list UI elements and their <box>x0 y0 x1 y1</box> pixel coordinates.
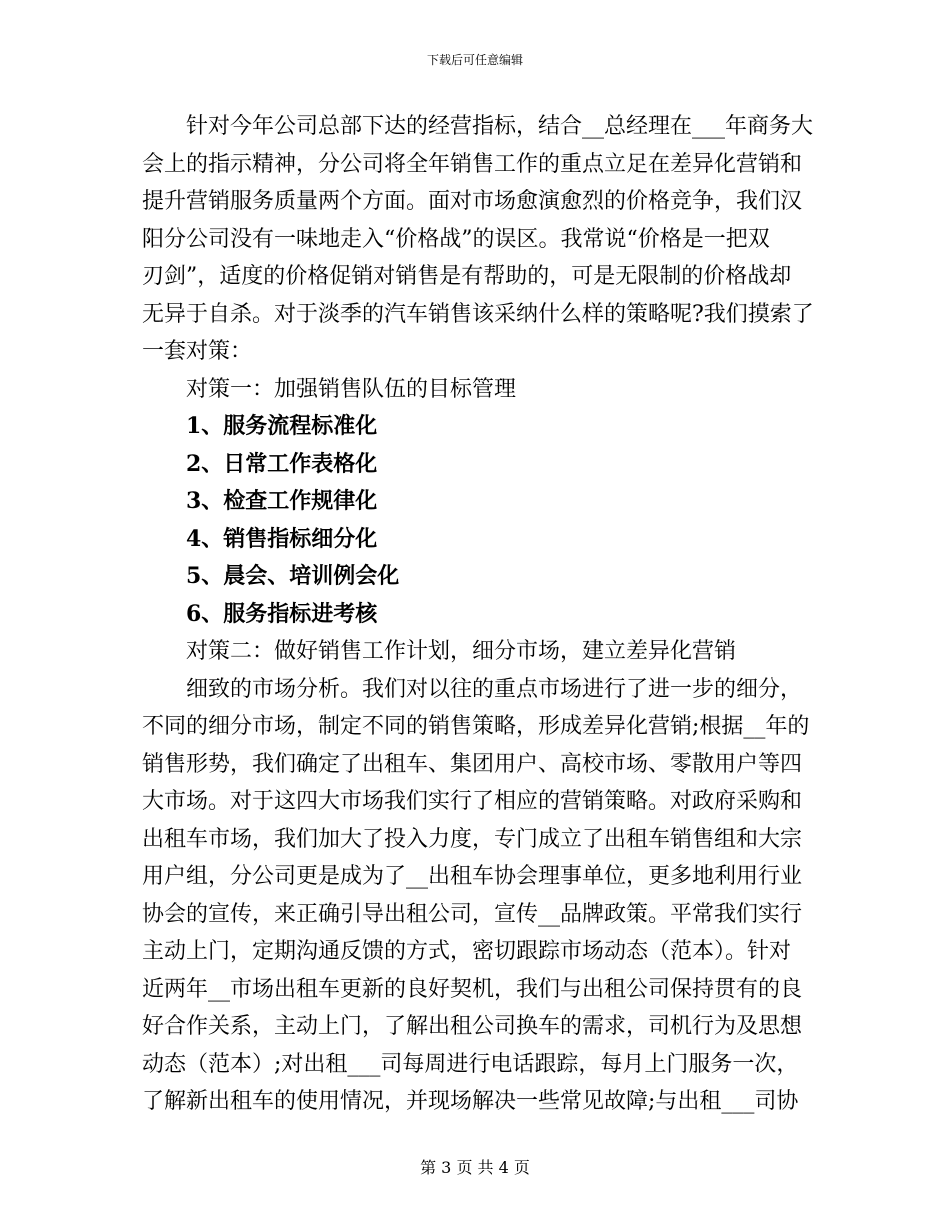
paragraph-line: 针对今年公司总部下达的经营指标，结合__总经理在___年商务大 <box>186 114 814 139</box>
paragraph-line: 刃剑”，适度的价格促销对销售是有帮助的，可是无限制的价格战却 <box>142 264 792 289</box>
paragraph-line: 无异于自杀。对于淡季的汽车销售该采纳什么样的策略呢?我们摸索了 <box>142 301 814 327</box>
paragraph-line: 出租车市场，我们加大了投入力度，专门成立了出租车销售组和大宗 <box>142 826 803 852</box>
paragraph-line: 主动上门，定期沟通反馈的方式，密切跟踪市场动态（范本）。针对 <box>142 939 792 964</box>
paragraph-line: 不同的细分市场，制定不同的销售策略，形成差异化营销;根据__年的 <box>142 714 810 739</box>
list-item: 2、日常工作表格化 <box>186 450 378 477</box>
paragraph-line: 阳分公司没有一味地走入“价格战”的误区。我常说“价格是一把双 <box>142 226 770 252</box>
list-item: 6、服务指标进考核 <box>186 600 378 627</box>
paragraph-line: 细致的市场分析。我们对以往的重点市场进行了进一步的细分， <box>186 676 803 702</box>
page-header: 下载后可任意编辑 <box>426 53 523 67</box>
paragraph-line: 了解新出租车的使用情况，并现场解决一些常见故障;与出租___司协 <box>142 1089 799 1114</box>
paragraph-line: 动态（范本）;对出租___司每周进行电话跟踪，每月上门服务一次， <box>142 1051 799 1077</box>
list-item: 4、销售指标细分化 <box>186 525 378 552</box>
paragraph-line: 提升营销服务质量两个方面。面对市场愈演愈烈的价格竞争，我们汉 <box>142 189 803 214</box>
paragraph-line: 好合作关系，主动上门，了解出租公司换车的需求，司机行为及思想 <box>142 1014 803 1039</box>
paragraph-line: 近两年__市场出租车更新的良好契机，我们与出租公司保持贯有的良 <box>142 976 803 1002</box>
list-item: 5、晨会、培训例会化 <box>186 563 400 589</box>
paragraph-line: 销售形势，我们确定了出租车、集团用户、高校市场、零散用户等四 <box>142 751 803 777</box>
strategy-heading: 对策二：做好销售工作计划，细分市场，建立差异化营销 <box>186 639 737 664</box>
paragraph-line: 一套对策： <box>142 339 253 364</box>
paragraph-line: 会上的指示精神，分公司将全年销售工作的重点立足在差异化营销和 <box>142 151 803 177</box>
page-number: 第 3 页 共 4 页 <box>420 1158 530 1177</box>
list-item: 3、检查工作规律化 <box>186 488 378 514</box>
list-item: 1、服务流程标准化 <box>186 413 378 439</box>
strategy-heading: 对策一：加强销售队伍的目标管理 <box>186 376 517 402</box>
paragraph-line: 用户组，分公司更是成为了__出租车协会理事单位，更多地利用行业 <box>142 864 803 889</box>
document-body <box>142 108 814 1121</box>
paragraph-line: 协会的宣传，来正确引导出租公司，宣传__品牌政策。平常我们实行 <box>142 901 803 927</box>
paragraph-line: 大市场。对于这四大市场我们实行了相应的营销策略。对政府采购和 <box>142 789 803 814</box>
